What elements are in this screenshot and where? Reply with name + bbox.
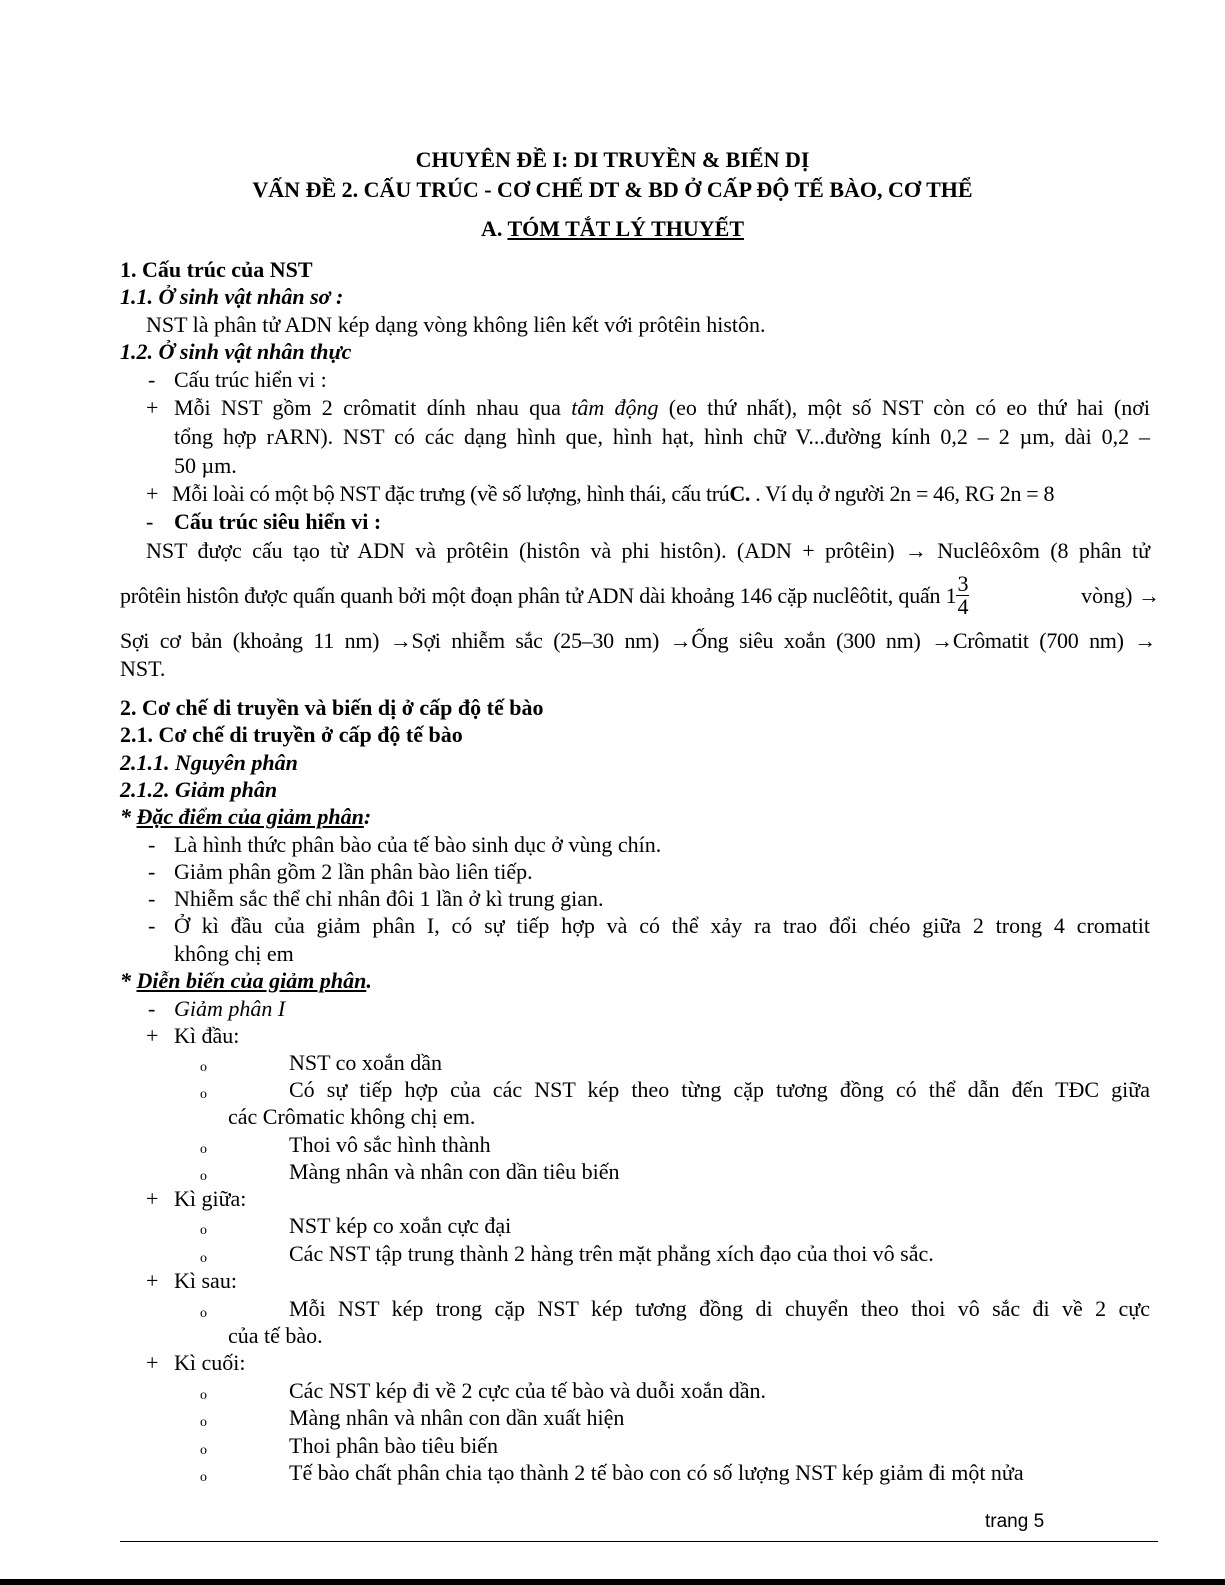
list-item: Màng nhân và nhân con dần tiêu biến [289,1159,620,1184]
circle-bullet: o [200,1142,207,1157]
circle-bullet: o [200,1060,207,1075]
fraction-numerator: 3 [957,570,969,596]
metaphase-label: Kì giữa: [174,1186,247,1211]
heading-2: 2. Cơ chế di truyền và biến dị ở cấp độ tế bào [120,695,544,720]
plus-marker: + [146,481,159,506]
paragraph-line: tổng hợp rARN). NST có các dạng hình que, hình hạt, hình chữ V...đường kính 0,2 – 2 µm, dài 0,2 – [174,424,1150,449]
heading-2-1-1: 2.1.1. Nguyên phân [120,750,298,775]
dash-marker: - [148,832,156,857]
plus-marker: + [146,1186,159,1211]
paragraph-line: NST được cấu tạo từ ADN và prôtêin (histôn và phi histôn). (ADN + prôtêin) → Nuclêôxôm (8 phân tử [146,538,1150,563]
section-a-label: TÓM TẮT LÝ THUYẾT [507,216,745,241]
list-item: Màng nhân và nhân con dần xuất hiện [289,1405,625,1430]
circle-bullet: o [200,1415,207,1430]
paragraph-line: NST. [120,656,166,681]
text-segment: vòng) → [1081,582,1160,608]
circle-bullet: o [200,1169,207,1184]
list-item: NST co xoắn dần [289,1050,442,1075]
micro-structure-label: Cấu trúc hiển vi : [174,367,327,392]
meiosis-features-title: Đặc điểm của giảm phân [136,804,364,829]
list-item-continued: không chị em [174,941,294,966]
paragraph-line [174,394,1150,421]
period: . [366,968,372,993]
dash-marker: - [148,859,156,884]
fraction-denominator: 4 [957,593,969,619]
dash-marker: - [146,509,154,534]
plus-marker: + [146,1350,159,1375]
circle-bullet: o [200,1388,207,1403]
text-segment: Mỗi loài có một bộ NST đặc trưng (về số lượng, hình thái, cấu trú [172,481,730,506]
paragraph-line: 50 µm. [174,453,237,478]
meiosis-i-label: Giảm phân I [174,996,286,1021]
meiosis-process-title: Diễn biến của giảm phân [136,968,367,993]
ultra-structure-label: Cấu trúc siêu hiển vi : [174,509,382,534]
list-item: Là hình thức phân bào của tế bào sinh dục ở vùng chín. [174,832,662,857]
list-item: NST kép co xoắn cực đại [289,1213,512,1238]
section-a-prefix: A. [480,216,508,241]
paragraph-line: Sợi cơ bản (khoảng 11 nm) →Sợi nhiễm sắc (25–30 nm) →Ống siêu xoắn (300 nm) →Crômatit (700 nm) → [120,628,1156,653]
circle-bullet: o [200,1087,207,1102]
list-item: Các NST kép đi về 2 cực của tế bào và duỗi xoắn dần. [289,1378,767,1403]
page-bottom-edge [0,1579,1225,1585]
list-item: Thoi vô sắc hình thành [289,1132,491,1157]
circle-bullet: o [200,1470,207,1485]
heading-1-1: 1.1. Ở sinh vật nhân sơ : [120,284,344,309]
chapter-title: CHUYÊN ĐỀ I: DI TRUYỀN & BIẾN DỊ [415,147,810,172]
dash-marker: - [148,886,156,911]
telophase-label: Kì cuối: [174,1350,246,1375]
colon: : [363,804,372,829]
paragraph-line [172,480,1054,507]
dash-marker: - [148,367,156,392]
list-item: Các NST tập trung thành 2 hàng trên mặt phẳng xích đạo của thoi vô sắc. [289,1241,934,1266]
prophase-label: Kì đầu: [174,1023,240,1048]
list-item: Có sự tiếp hợp của các NST kép theo từng cặp tương đồng có thể dẫn đến TĐC giữa [289,1077,1150,1102]
fraction-one-three-quarters [956,570,969,619]
star-marker: * [120,968,137,993]
plus-marker: + [146,1268,159,1293]
text-segment: (eo thứ nhất), một số NST còn có eo thứ hai (nơi [658,395,1151,420]
text-segment-bold: C. [729,481,751,506]
topic-title: VẤN ĐỀ 2. CẤU TRÚC - CƠ CHẾ DT & BD Ở CẤP ĐỘ TẾ BÀO, CƠ THỂ [252,177,973,202]
circle-bullet: o [200,1306,207,1321]
section-a-title [0,215,1225,242]
list-item: Thoi phân bào tiêu biến [289,1433,498,1458]
heading-1: 1. Cấu trúc của NST [120,257,313,282]
text-segment: Mỗi NST gồm 2 crômatit dính nhau qua [174,395,572,420]
anaphase-label: Kì sau: [174,1268,237,1293]
prokaryote-text: NST là phân tử ADN kép dạng vòng không liên kết với prôtêin histôn. [146,312,766,337]
meiosis-process-heading [120,967,372,994]
list-item: Mỗi NST kép trong cặp NST kép tương đồng di chuyển theo thoi vô sắc đi về 2 cực [289,1296,1150,1321]
heading-2-1: 2.1. Cơ chế di truyền ở cấp độ tế bào [120,722,463,747]
list-item: Nhiễm sắc thể chỉ nhân đôi 1 lần ở kì trung gian. [174,886,604,911]
list-item-continued: các Crômatic không chị em. [228,1104,476,1129]
page-number: trang 5 [985,1511,1045,1532]
text-segment: . Ví dụ ở người 2n = 46, RG 2n = 8 [750,481,1055,506]
centromere-term: tâm động [571,395,659,420]
heading-1-2: 1.2. Ở sinh vật nhân thực [120,339,352,364]
meiosis-features-heading [120,803,371,830]
plus-marker: + [146,395,159,420]
circle-bullet: o [200,1223,207,1238]
list-item: Giảm phân gồm 2 lần phân bào liên tiếp. [174,859,533,884]
dash-marker: - [148,996,156,1021]
dash-marker: - [148,913,156,938]
circle-bullet: o [200,1251,207,1266]
list-item: Ở kì đầu của giảm phân I, có sự tiếp hợp và có thể xảy ra trao đổi chéo giữa 2 trong 4 cromatit [174,913,1150,938]
heading-2-1-2: 2.1.2. Giảm phân [120,777,278,802]
circle-bullet: o [200,1443,207,1458]
list-item: Tế bào chất phân chia tạo thành 2 tế bào con có số lượng NST kép giảm đi một nửa [289,1460,1024,1485]
footer-divider [120,1541,1158,1542]
star-marker: * [120,804,137,829]
paragraph-line-fraction [120,567,1160,623]
plus-marker: + [146,1023,159,1048]
list-item-continued: của tế bào. [228,1323,323,1348]
text-segment: prôtêin histôn được quấn quanh bởi một đoạn phân tử ADN dài khoảng 146 cặp nuclêôtit, quấn 1 [120,582,957,608]
